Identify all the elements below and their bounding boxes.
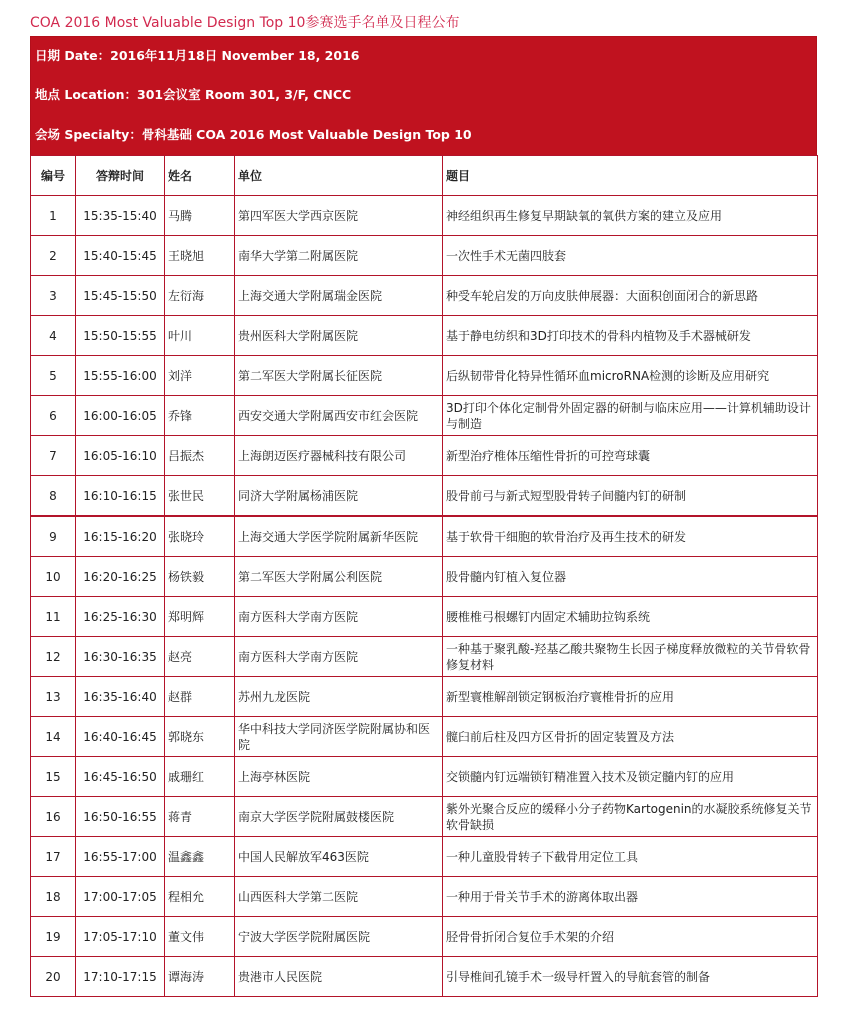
cell-name: 王晓旭 [165,236,235,276]
cell-topic: 一种用于骨关节手术的游离体取出器 [443,877,818,917]
table-row [31,637,818,677]
cell-topic: 3D打印个体化定制骨外固定器的研制与临床应用——计算机辅助设计与制造 [443,396,818,436]
cell-unit: 上海朗迈医疗器械科技有限公司 [235,436,443,476]
table-row [31,717,818,757]
cell-time: 16:40-16:45 [76,717,165,757]
cell-name: 董文伟 [165,917,235,957]
cell-topic: 基于软骨干细胞的软骨治疗及再生技术的研发 [443,516,818,557]
cell-num: 11 [31,597,76,637]
table-body [31,196,818,997]
cell-unit: 贵州医科大学附属医院 [235,316,443,356]
cell-num: 20 [31,957,76,997]
cell-num: 12 [31,637,76,677]
cell-time: 15:40-15:45 [76,236,165,276]
cell-unit: 第二军医大学附属公利医院 [235,557,443,597]
cell-name: 张世民 [165,476,235,517]
cell-time: 15:35-15:40 [76,196,165,236]
cell-topic: 神经组织再生修复早期缺氧的氧供方案的建立及应用 [443,196,818,236]
header-unit: 单位 [235,156,443,196]
cell-name: 赵群 [165,677,235,717]
cell-topic: 股骨髓内钉植入复位器 [443,557,818,597]
cell-num: 7 [31,436,76,476]
cell-topic: 股骨前弓与新式短型股骨转子间髓内钉的研制 [443,476,818,517]
cell-unit: 第二军医大学附属长征医院 [235,356,443,396]
cell-time: 15:50-15:55 [76,316,165,356]
table-row [31,236,818,276]
table-row [31,837,818,877]
cell-time: 16:05-16:10 [76,436,165,476]
cell-unit: 贵港市人民医院 [235,957,443,997]
cell-num: 4 [31,316,76,356]
session-specialty: 会场 Specialty：骨科基础 COA 2016 Most Valuable Design Top 10 [35,127,472,142]
table-row [31,516,818,557]
cell-name: 杨铁毅 [165,557,235,597]
cell-topic: 一种儿童股骨转子下截骨用定位工具 [443,837,818,877]
cell-time: 17:05-17:10 [76,917,165,957]
cell-num: 9 [31,516,76,557]
cell-num: 5 [31,356,76,396]
cell-name: 叶川 [165,316,235,356]
cell-time: 16:30-16:35 [76,637,165,677]
cell-unit: 南方医科大学南方医院 [235,597,443,637]
cell-unit: 中国人民解放军463医院 [235,837,443,877]
table-row [31,677,818,717]
cell-topic: 种受车轮启发的万向皮肤伸展器：大面积创面闭合的新思路 [443,276,818,316]
cell-time: 16:50-16:55 [76,797,165,837]
cell-unit: 上海亭林医院 [235,757,443,797]
session-info [30,36,817,155]
cell-num: 3 [31,276,76,316]
cell-unit: 上海交通大学医学院附属新华医院 [235,516,443,557]
cell-num: 14 [31,717,76,757]
cell-unit: 华中科技大学同济医学院附属协和医院 [235,717,443,757]
session-date: 日期 Date：2016年11月18日 November 18, 2016 [35,48,360,63]
cell-topic: 髋臼前后柱及四方区骨折的固定装置及方法 [443,717,818,757]
cell-time: 16:55-17:00 [76,837,165,877]
cell-unit: 南京大学医学院附属鼓楼医院 [235,797,443,837]
cell-unit: 南华大学第二附属医院 [235,236,443,276]
cell-unit: 南方医科大学南方医院 [235,637,443,677]
cell-name: 郭晓东 [165,717,235,757]
cell-unit: 宁波大学医学院附属医院 [235,917,443,957]
cell-name: 戚珊红 [165,757,235,797]
cell-topic: 腰椎椎弓根螺钉内固定术辅助拉钩系统 [443,597,818,637]
cell-unit: 山西医科大学第二医院 [235,877,443,917]
cell-unit: 上海交通大学附属瑞金医院 [235,276,443,316]
cell-topic: 新型寰椎解剖锁定钢板治疗寰椎骨折的应用 [443,677,818,717]
table-row [31,396,818,436]
header-num: 编号 [31,156,76,196]
table-row [31,196,818,236]
cell-topic: 胫骨骨折闭合复位手术架的介绍 [443,917,818,957]
table-row [31,957,818,997]
cell-time: 16:35-16:40 [76,677,165,717]
cell-time: 16:00-16:05 [76,396,165,436]
schedule-container [30,36,817,997]
table-row [31,557,818,597]
cell-num: 17 [31,837,76,877]
table-row [31,436,818,476]
schedule-table [30,155,818,997]
cell-name: 谭海涛 [165,957,235,997]
cell-num: 6 [31,396,76,436]
cell-name: 程相允 [165,877,235,917]
table-row [31,757,818,797]
cell-time: 15:55-16:00 [76,356,165,396]
cell-topic: 交锁髓内钉远端锁钉精准置入技术及锁定髓内钉的应用 [443,757,818,797]
cell-topic: 一次性手术无菌四肢套 [443,236,818,276]
table-row [31,797,818,837]
cell-num: 2 [31,236,76,276]
cell-name: 吕振杰 [165,436,235,476]
session-location: 地点 Location：301会议室 Room 301, 3/F, CNCC [35,87,352,102]
cell-num: 13 [31,677,76,717]
cell-name: 赵亮 [165,637,235,677]
cell-time: 16:25-16:30 [76,597,165,637]
header-time: 答辩时间 [76,156,165,196]
table-row [31,476,818,517]
cell-topic: 一种基于聚乳酸-羟基乙酸共聚物生长因子梯度释放微粒的关节骨软骨修复材料 [443,637,818,677]
table-row [31,356,818,396]
cell-name: 左衍海 [165,276,235,316]
cell-topic: 基于静电纺织和3D打印技术的骨科内植物及手术器械研发 [443,316,818,356]
table-row [31,316,818,356]
header-name: 姓名 [165,156,235,196]
cell-time: 15:45-15:50 [76,276,165,316]
header-topic: 题目 [443,156,818,196]
cell-num: 19 [31,917,76,957]
page-title: COA 2016 Most Valuable Design Top 10参赛选手名单及日程公布 [30,15,460,31]
cell-topic: 紫外光聚合反应的缓释小分子药物Kartogenin的水凝胶系统修复关节软骨缺损 [443,797,818,837]
cell-unit: 同济大学附属杨浦医院 [235,476,443,517]
cell-name: 乔锋 [165,396,235,436]
cell-name: 温鑫鑫 [165,837,235,877]
cell-num: 15 [31,757,76,797]
cell-num: 10 [31,557,76,597]
table-row [31,597,818,637]
cell-unit: 苏州九龙医院 [235,677,443,717]
table-row [31,276,818,316]
cell-name: 蒋青 [165,797,235,837]
cell-time: 17:10-17:15 [76,957,165,997]
cell-num: 1 [31,196,76,236]
cell-num: 8 [31,476,76,517]
cell-time: 17:00-17:05 [76,877,165,917]
cell-num: 18 [31,877,76,917]
table-row [31,917,818,957]
table-row [31,877,818,917]
cell-topic: 后纵韧带骨化特异性循环血microRNA检测的诊断及应用研究 [443,356,818,396]
cell-topic: 新型治疗椎体压缩性骨折的可控弯球囊 [443,436,818,476]
cell-name: 郑明辉 [165,597,235,637]
cell-time: 16:20-16:25 [76,557,165,597]
cell-num: 16 [31,797,76,837]
cell-unit: 西安交通大学附属西安市红会医院 [235,396,443,436]
cell-unit: 第四军医大学西京医院 [235,196,443,236]
table-header-row [31,156,818,196]
cell-time: 16:15-16:20 [76,516,165,557]
cell-name: 刘洋 [165,356,235,396]
cell-time: 16:45-16:50 [76,757,165,797]
cell-time: 16:10-16:15 [76,476,165,517]
cell-name: 马腾 [165,196,235,236]
cell-topic: 引导椎间孔镜手术一级导杆置入的导航套管的制备 [443,957,818,997]
cell-name: 张晓玲 [165,516,235,557]
